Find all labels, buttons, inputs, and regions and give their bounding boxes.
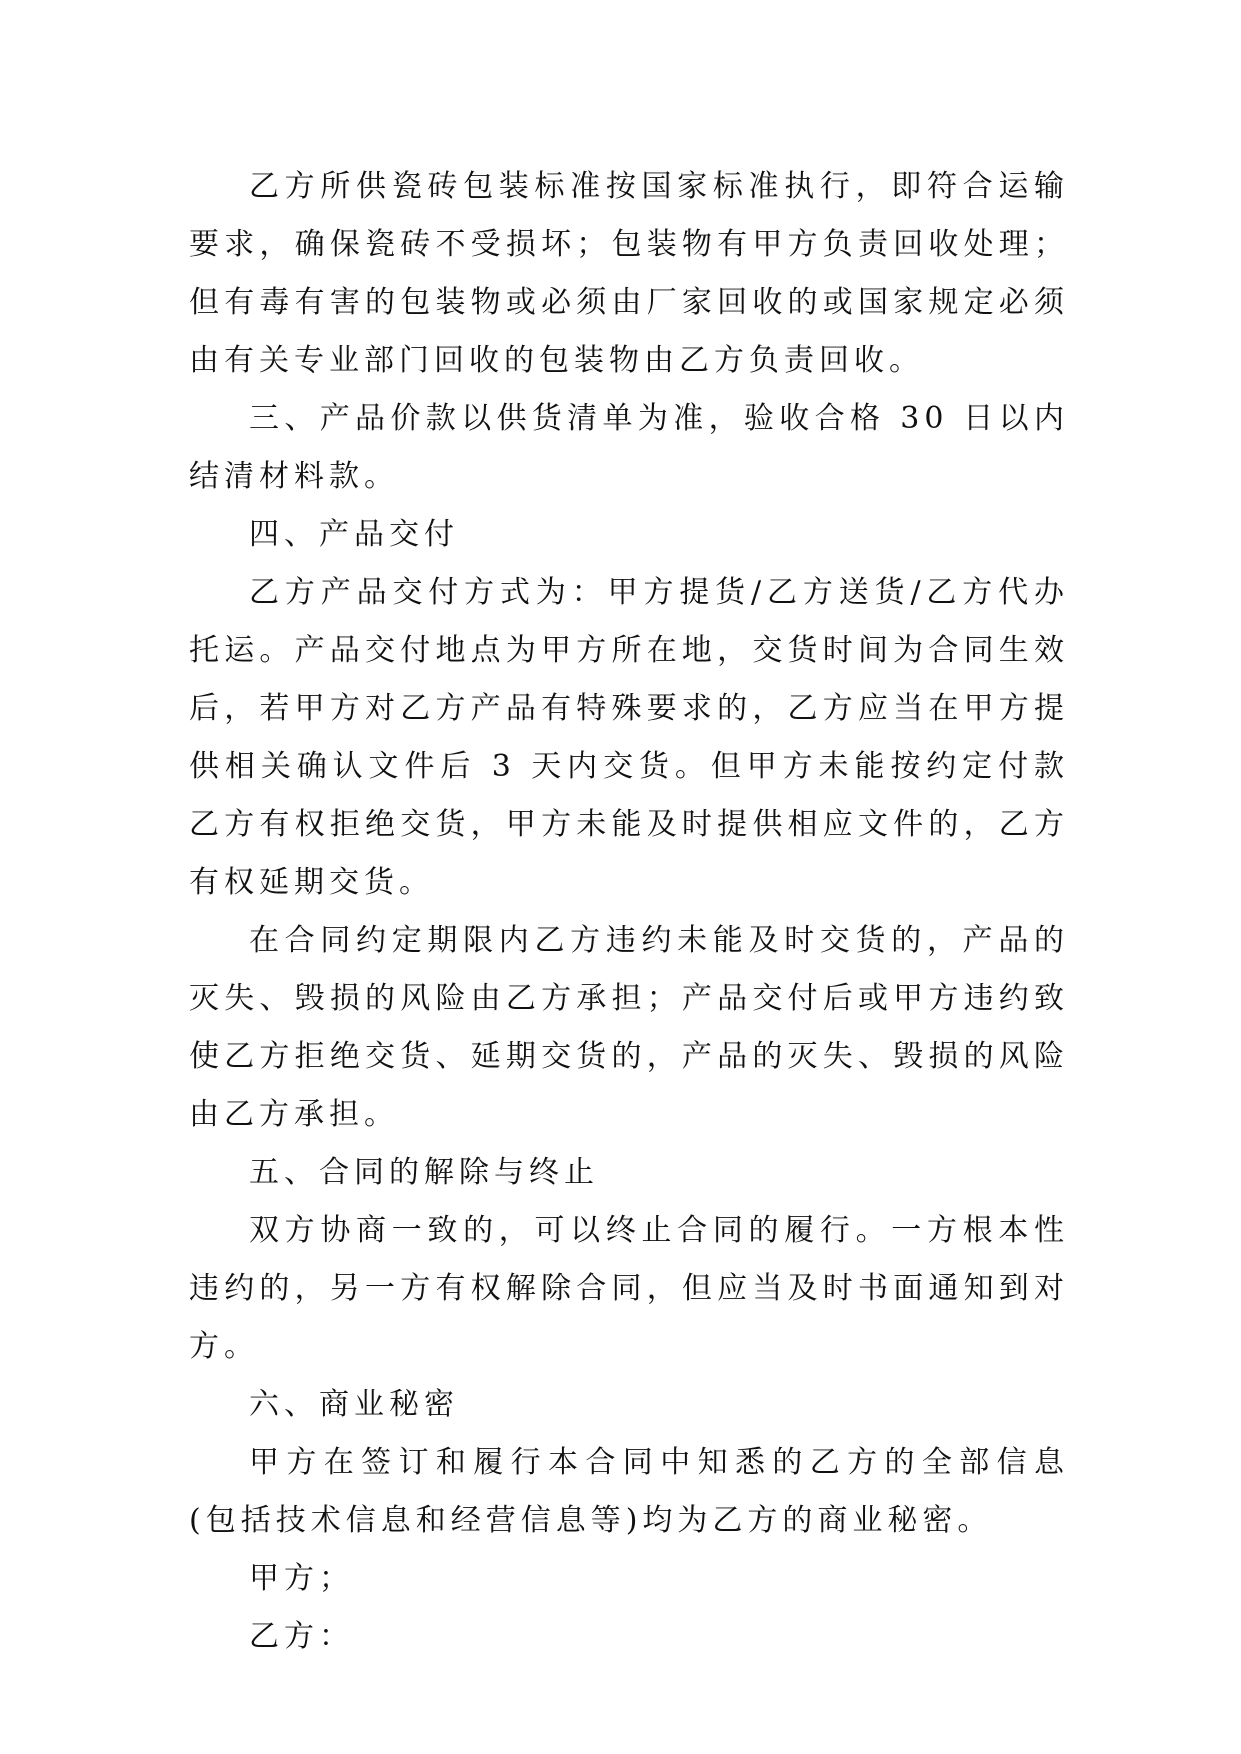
document-body	[189, 158, 1069, 1666]
price-clause-paragraph: 三、产品价款以供货清单为准，验收合格 30 日以内结清材料款。	[189, 401, 1069, 494]
section-heading-secrets: 六、商业秘密	[249, 1387, 459, 1422]
termination-paragraph: 双方协商一致的，可以终止合同的履行。一方根本性违约的，另一方有权解除合同，但应当及时书面通知到对方。	[189, 1213, 1069, 1364]
section-heading-delivery: 四、产品交付	[249, 517, 459, 552]
packaging-paragraph: 乙方所供瓷砖包装标准按国家标准执行，即符合运输要求，确保瓷砖不受损坏；包装物有甲方负责回收处理；但有毒有害的包装物或必须由厂家回收的或国家规定必须由有关专业部门回收的包装物由乙方负责回收。	[189, 169, 1069, 378]
party-b-signature-line: 乙方：	[249, 1619, 354, 1654]
party-a-signature-line: 甲方；	[249, 1561, 354, 1596]
section-heading-termination: 五、合同的解除与终止	[249, 1155, 599, 1190]
risk-paragraph: 在合同约定期限内乙方违约未能及时交货的，产品的灭失、毁损的风险由乙方承担；产品交付后或甲方违约致使乙方拒绝交货、延期交货的，产品的灭失、毁损的风险由乙方承担。	[189, 923, 1069, 1132]
secrets-paragraph: 甲方在签订和履行本合同中知悉的乙方的全部信息(包括技术信息和经营信息等)均为乙方的商业秘密。	[189, 1445, 1069, 1538]
delivery-method-paragraph: 乙方产品交付方式为：甲方提货/乙方送货/乙方代办托运。产品交付地点为甲方所在地，交货时间为合同生效后，若甲方对乙方产品有特殊要求的，乙方应当在甲方提供相关确认文件后 3 天内交货。但甲方未能按约定付款乙方有权拒绝交货，甲方未能及时提供相应文件的，乙方有权延期交货。	[189, 575, 1069, 900]
